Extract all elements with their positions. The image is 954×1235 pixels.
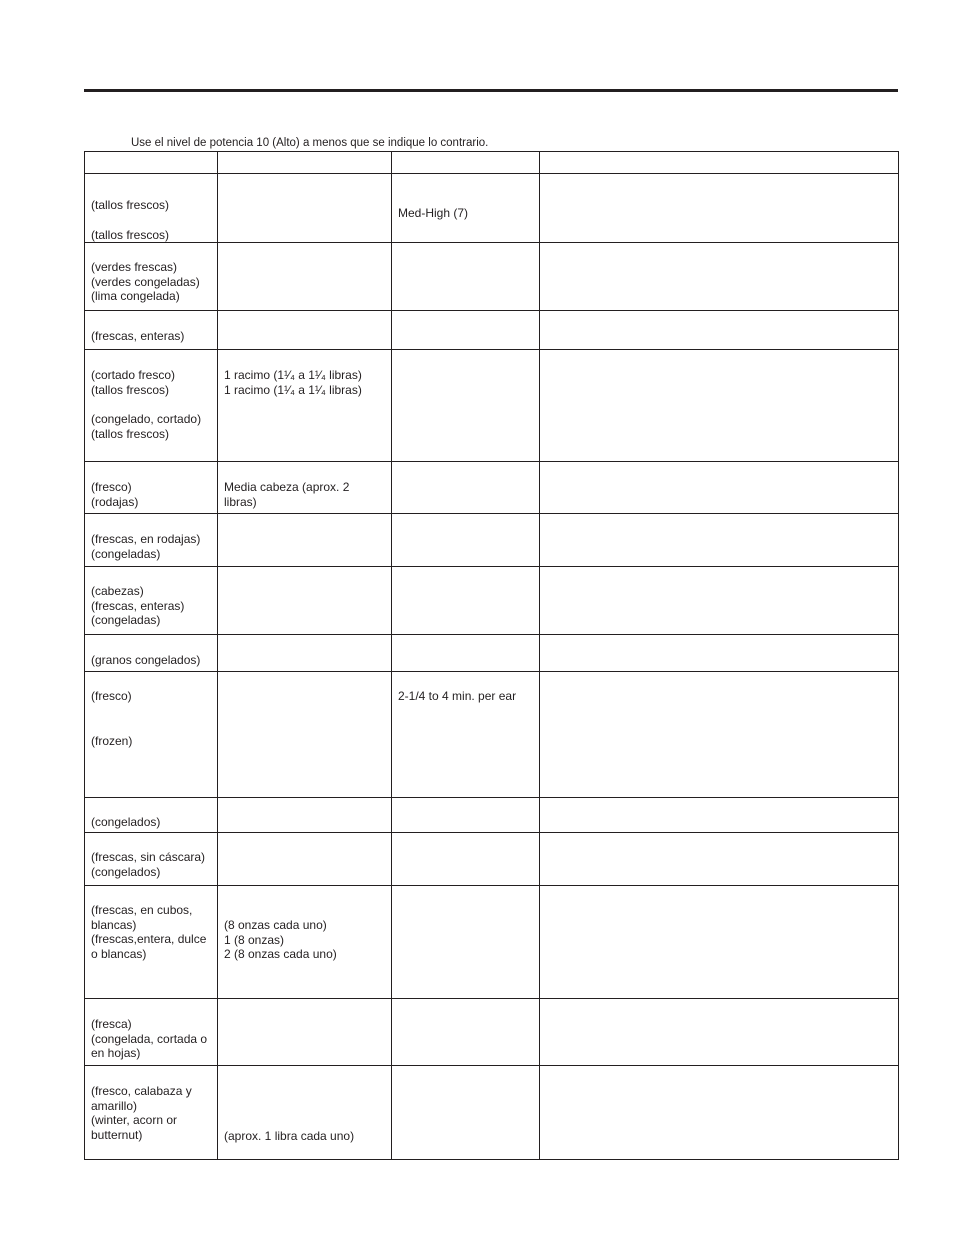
- table-cell-c4: [540, 311, 899, 350]
- table-cell-c3: [392, 798, 540, 833]
- table-cell-c4: [540, 462, 899, 514]
- cell-text: (fresca): [91, 1017, 132, 1031]
- table-cell-c2: [218, 350, 392, 462]
- table-cell-c3: [392, 999, 540, 1066]
- table-cell-c4: [540, 514, 899, 567]
- cell-text: (congelado, cortado): [91, 412, 202, 426]
- cell-text: 1 racimo (1¹⁄₄ a 1¹⁄₄ libras): [224, 368, 362, 382]
- cell-text: (tallos frescos): [91, 382, 170, 397]
- table-cell-c2: [218, 999, 392, 1066]
- cell-text: (tallos frescos): [91, 227, 170, 242]
- header-cell: [392, 152, 540, 174]
- table-cell-c1: [85, 833, 218, 886]
- table-cell-c1: [85, 174, 218, 243]
- cell-text: (fresco, calabaza y amarillo): [91, 1084, 192, 1113]
- cell-text: (winter, acorn or butternut): [91, 1113, 178, 1142]
- table-cell-c2: [218, 462, 392, 514]
- cell-text: (tallos frescos): [91, 426, 170, 441]
- table-cell-c2: [218, 635, 392, 672]
- table-cell-c3: [392, 833, 540, 886]
- spacer: [224, 903, 385, 918]
- header-cell: [218, 152, 392, 174]
- cell-text: (granos congelados): [91, 653, 201, 667]
- table-row: [85, 174, 899, 243]
- table-cell-c2: [218, 243, 392, 311]
- spacer: [91, 213, 211, 228]
- table-row: [85, 886, 899, 999]
- cell-text: Media cabeza (aprox. 2 libras): [224, 480, 350, 509]
- table-cell-c4: [540, 672, 899, 798]
- header-rule: [84, 89, 898, 92]
- table-cell-c4: [540, 886, 899, 999]
- cell-text: (congeladas): [91, 613, 161, 627]
- cell-text: (frozen): [91, 733, 133, 748]
- table-cell-c1: [85, 350, 218, 462]
- spacer: [91, 397, 211, 412]
- vegetable-cooking-table: [84, 151, 899, 1160]
- cell-text: (frescas,entera, dulce o blancas): [91, 932, 207, 961]
- table-cell-c3: [392, 514, 540, 567]
- spacer: [224, 1114, 385, 1129]
- table-row: [85, 635, 899, 672]
- cell-text: (congeladas): [91, 546, 161, 561]
- spacer: [224, 1099, 385, 1114]
- cell-text: (congelada, cortada o en hojas): [91, 1031, 208, 1060]
- table-cell-c1: [85, 567, 218, 635]
- table-cell-c1: [85, 886, 218, 999]
- table-cell-c1: [85, 999, 218, 1066]
- cell-text: (cortado fresco): [91, 368, 176, 382]
- cell-text: (tallos frescos): [91, 198, 170, 212]
- table-cell-c2: [218, 514, 392, 567]
- table-cell-c3: [392, 886, 540, 999]
- table-cell-c1: [85, 1066, 218, 1160]
- table-row: [85, 514, 899, 567]
- table-cell-c2: [218, 833, 392, 886]
- table-cell-c4: [540, 243, 899, 311]
- table-cell-c1: [85, 311, 218, 350]
- cell-text: (frescas, enteras): [91, 329, 185, 343]
- table-row: [85, 833, 899, 886]
- table-row: [85, 311, 899, 350]
- table-cell-c3: [392, 311, 540, 350]
- cell-text: (fresco): [91, 480, 132, 494]
- table-cell-c4: [540, 567, 899, 635]
- cell-text: (8 onzas cada uno): [224, 918, 327, 932]
- spacer: [224, 1084, 385, 1099]
- table-row: [85, 350, 899, 462]
- table-cell-c1: [85, 514, 218, 567]
- cell-text: (cabezas): [91, 584, 144, 598]
- table-row: [85, 567, 899, 635]
- table-cell-c1: [85, 798, 218, 833]
- table-cell-c3: [392, 462, 540, 514]
- table-cell-c1: [85, 635, 218, 672]
- table-row: [85, 243, 899, 311]
- cell-text: (congelados): [91, 815, 161, 829]
- cell-text: (congelados): [91, 864, 161, 879]
- cell-text: (frescas, en rodajas): [91, 532, 201, 546]
- table-row: [85, 798, 899, 833]
- header-cell: [85, 152, 218, 174]
- cell-text: 2 (8 onzas cada uno): [224, 947, 337, 961]
- table-cell-c3: [392, 635, 540, 672]
- table-cell-c1: [85, 243, 218, 311]
- table-cell-c2: [218, 886, 392, 999]
- table-cell-c3: [392, 567, 540, 635]
- table-row: [85, 1066, 899, 1160]
- cell-text: (rodajas): [91, 494, 139, 509]
- table-header-row: [85, 152, 899, 174]
- cell-text: 1 racimo (1¹⁄₄ a 1¹⁄₄ libras): [224, 382, 362, 397]
- spacer: [91, 704, 211, 719]
- cell-text: 1 (8 onzas): [224, 932, 285, 947]
- cell-text: (verdes congeladas): [91, 274, 200, 289]
- table-cell-c1: [85, 462, 218, 514]
- cell-text: Med-High (7): [398, 206, 469, 220]
- table-cell-c3: [392, 350, 540, 462]
- spacer: [91, 719, 211, 734]
- cell-text: (aprox. 1 libra cada uno): [224, 1129, 355, 1143]
- table-cell-c1: [85, 672, 218, 798]
- table-row: [85, 462, 899, 514]
- cell-text: (frescas, sin cáscara): [91, 850, 206, 864]
- cell-text: (frescas, en cubos, blancas): [91, 903, 193, 932]
- table-cell-c4: [540, 833, 899, 886]
- table-cell-c4: [540, 174, 899, 243]
- table-cell-c4: [540, 999, 899, 1066]
- header-cell: [540, 152, 899, 174]
- table-cell-c3: [392, 1066, 540, 1160]
- cell-text: (frescas, enteras): [91, 598, 185, 613]
- cell-text: (lima congelada): [91, 289, 180, 303]
- cell-text: (verdes frescas): [91, 260, 178, 274]
- table-cell-c2: [218, 798, 392, 833]
- table-row: [85, 672, 899, 798]
- cell-text: (fresco): [91, 689, 132, 703]
- table-cell-c4: [540, 635, 899, 672]
- table-cell-c2: [218, 311, 392, 350]
- table-cell-c2: [218, 567, 392, 635]
- table-cell-c2: [218, 174, 392, 243]
- table-cell-c2: [218, 672, 392, 798]
- table-cell-c4: [540, 350, 899, 462]
- table-cell-c3: [392, 174, 540, 243]
- table-cell-c4: [540, 1066, 899, 1160]
- table-cell-c3: [392, 672, 540, 798]
- table-row: [85, 999, 899, 1066]
- power-level-note: Use el nivel de potencia 10 (Alto) a menos que se indique lo contrario.: [131, 137, 489, 149]
- table-cell-c4: [540, 798, 899, 833]
- table-cell-c2: [218, 1066, 392, 1160]
- cell-text: 2-1/4 to 4 min. per ear: [398, 689, 517, 703]
- table-cell-c3: [392, 243, 540, 311]
